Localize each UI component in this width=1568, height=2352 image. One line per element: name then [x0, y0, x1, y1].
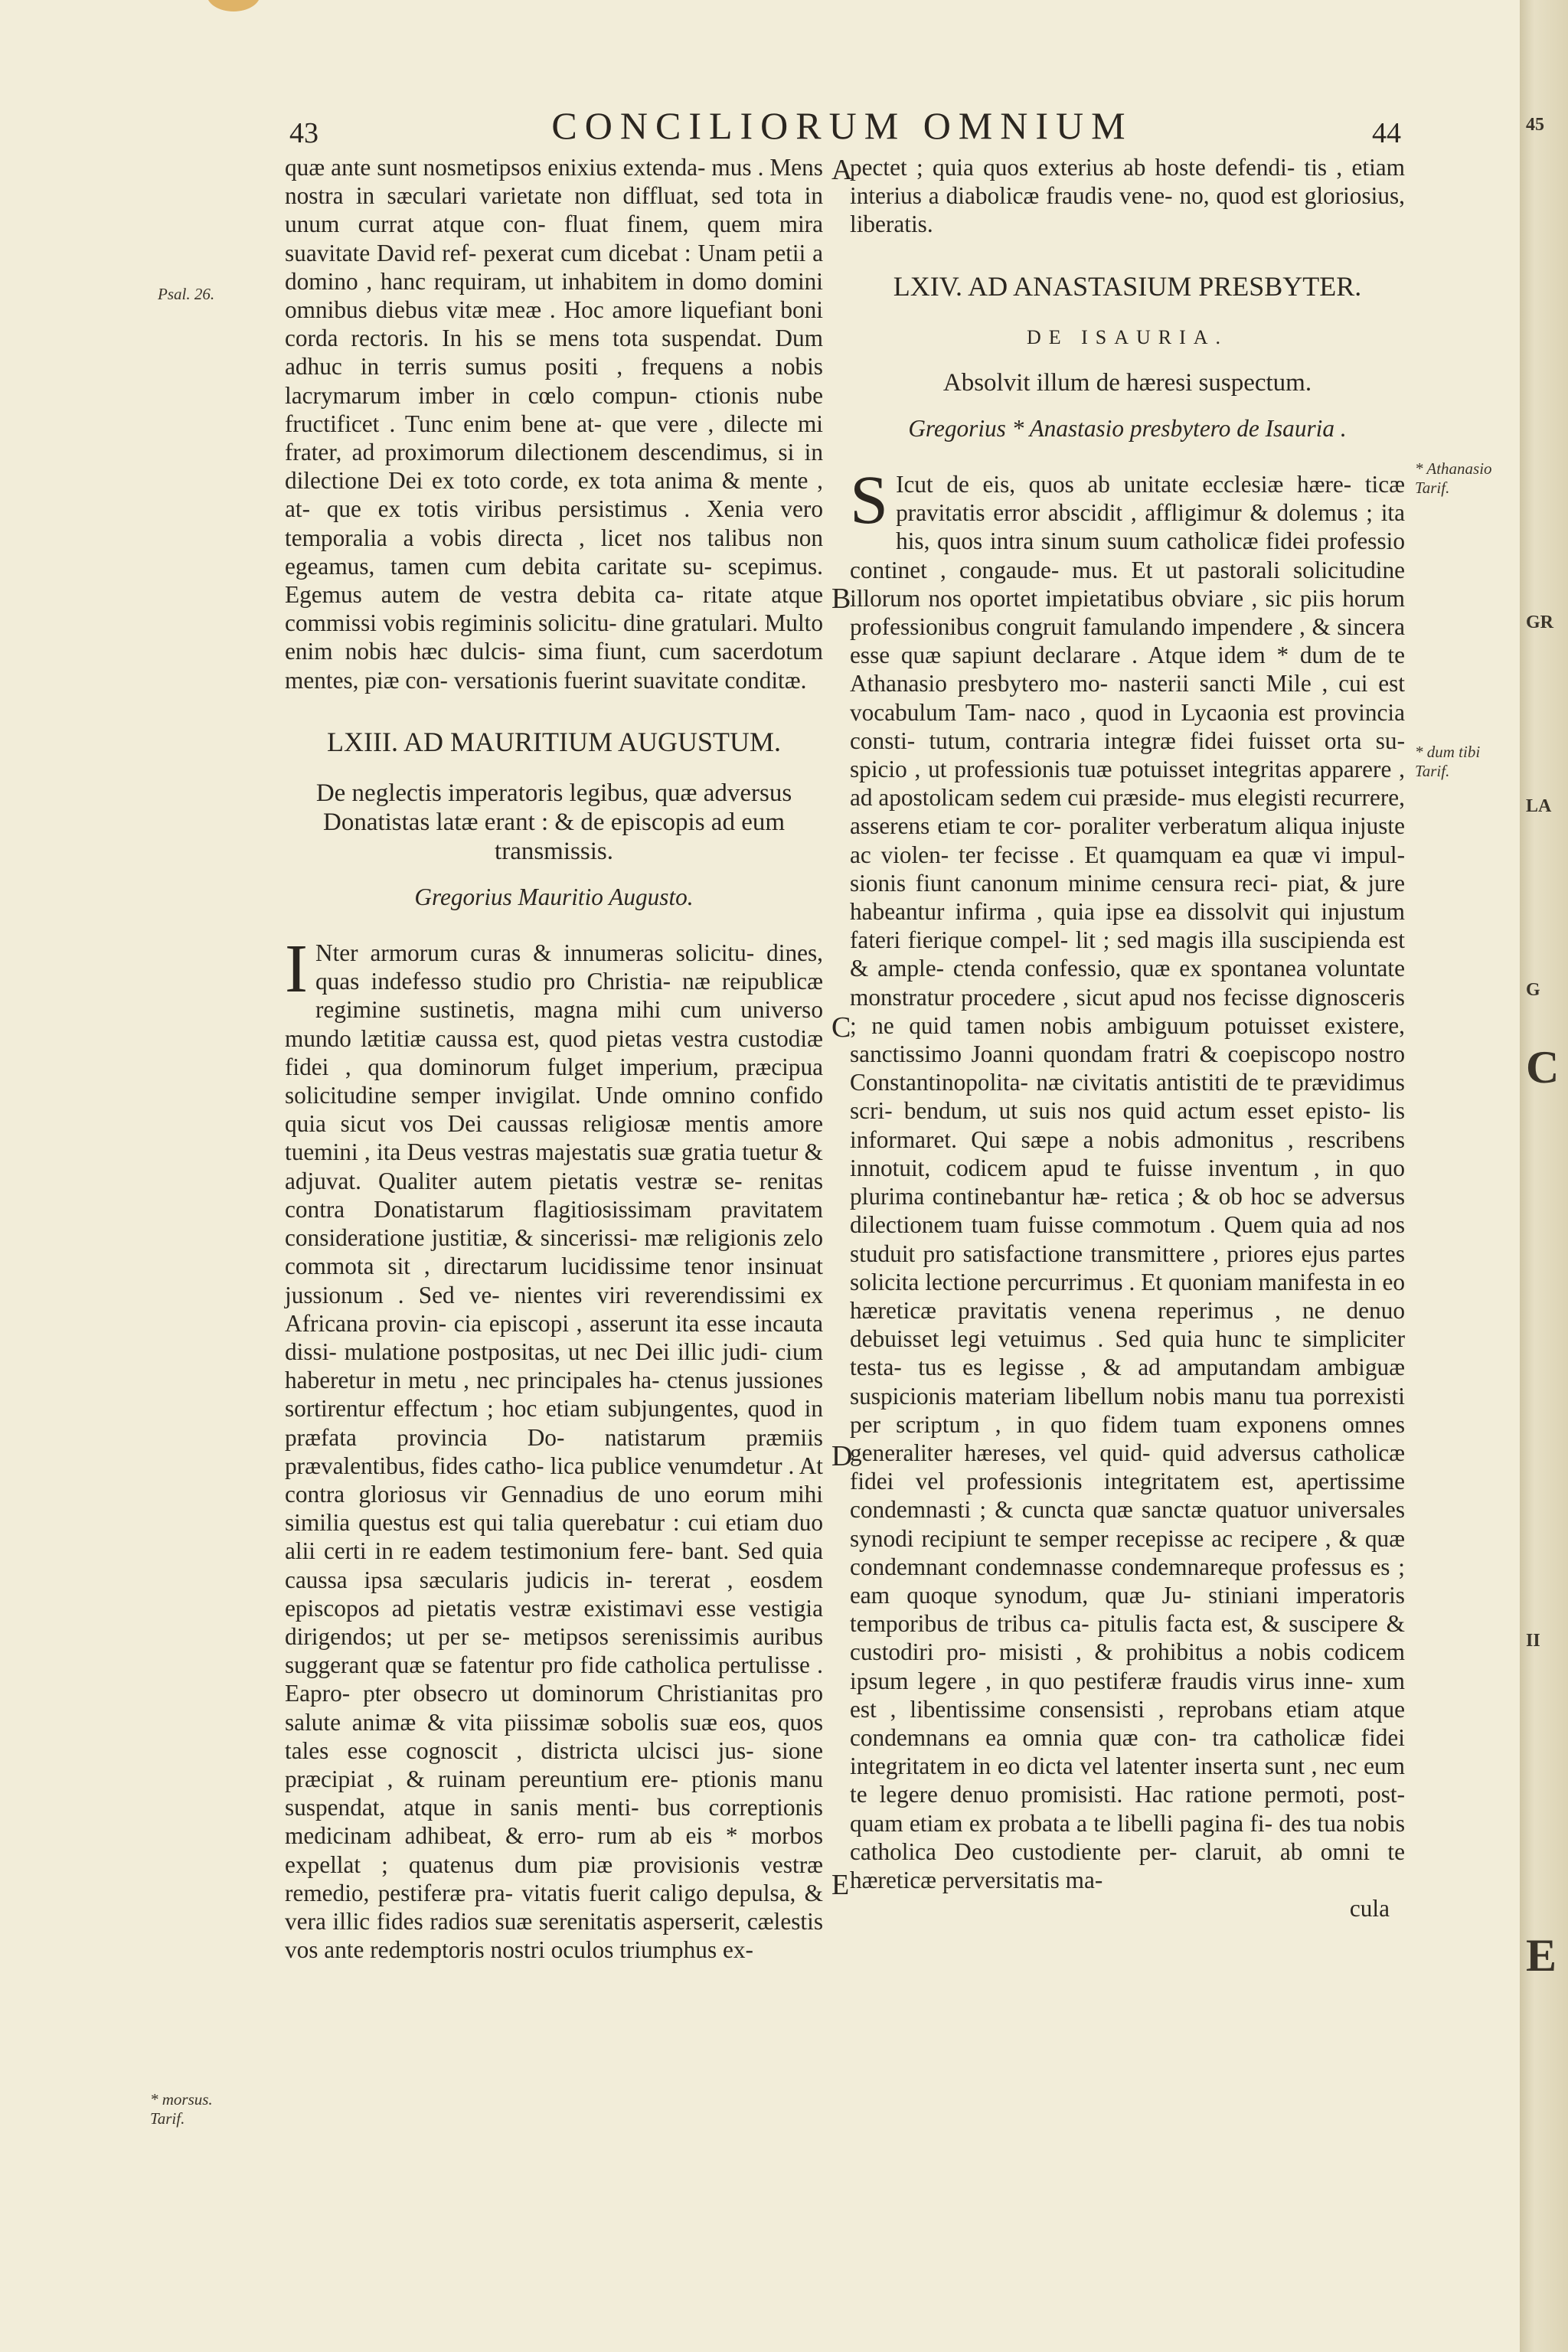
section-subheading-lxiv: Absolvit illum de hæresi suspectum. [942, 368, 1312, 397]
adjacent-fragment: 45 [1526, 115, 1544, 135]
dropcap-lxiv: S [850, 462, 889, 539]
section-subtitle-lxiv: DE ISAURIA. [1026, 325, 1229, 348]
section-marker-c: C [831, 1011, 851, 1044]
adjacent-fragment: LA [1526, 796, 1552, 816]
adjacent-fragment: G [1526, 980, 1540, 1000]
section-marker-a: A [831, 154, 853, 186]
margin-note-athanasio: * Athanasio Tarif. [1415, 459, 1492, 497]
right-column [850, 153, 1405, 1922]
left-paragraph-opening: quæ ante sunt nosmetipsos enixius extenda- mus . Mens nostra in sæculari varietate non diffluat, sed tota in unum currat atque con- fluat finem, quem mira suavitate David ref- pexerat cum dicebat : Unam petii a domino , hanc requiram, ut inhabitem in domo domini omnibus diebus vitæ meæ . Hoc amore liquefiant boni corda rectoris. In his se mens tota suspendat. Dum adhuc in terris sumus positi , frequens a nobis lacrymarum imber in cœlo compun- ctionis nube fructificet . Tunc enim bene at- que vere , dilecte mi frater, ad proximorum dilectionem descendimus, si in dilectione Dei ex toto corde, ex tota anima & mente , at- que ex totis viribus persistimus . Xenia vero temporalia a vobis directa , licet nos talibus non egeamus, tamen cum debita caritate su- scepimus. Egemus autem de vestra debita ca- ritate atque commissi vobis regiminis solicitu- dine gratulari. Multo enim nobis hæc dulcis- sima fiunt, cum sacerdotum mentes, piæ con- versationis fuerint suavitate conditæ. [285, 154, 823, 694]
section-subheading-lxiii: De neglectis imperatoris legibus, quæ adversus Donatistas latæ erant : & de episcopis ad eum transmissis. [315, 779, 792, 865]
section-marker-e: E [831, 1869, 850, 1901]
adjacent-fragment: II [1526, 1631, 1540, 1651]
catchword: cula [1349, 1895, 1390, 1922]
section-heading-lxiii: LXIII. AD MAURITIUM AUGUSTUM. [327, 726, 781, 757]
margin-note-morsus: * morsus. Tarif. [150, 2090, 213, 2128]
salutation-lxiii: Gregorius Mauritio Augusto. [414, 883, 694, 910]
margin-note-psalm: Psal. 26. [158, 285, 215, 303]
letter-body-lxiii: Nter armorum curas & innumeras solicitu- dines, quas indefesso studio pro Christia- næ reipublicæ regimine sustinetis, magna mihi cum universo mundo lætitiæ caussa est, quod pietas vestra custodiæ fidei , qua dominorum fulget imperium, præcipua solicitudine semper invigilat. Unde omnino confido quia sicut vos Dei caussas religiosæ mentis amore tuemini , ita Deus vestras majestatis suæ gratia tuetur & adjuvat. Qualiter autem pietatis vestræ se- renitas contra Donatistarum flagitiosissimam pravitatem consideratione justitiæ, & sincerissi- mæ religionis zelo commota sit , directarum lucidissime tenor insinuat jussionum . Sed ve- nientes viri reverendissimi ex Africana provin- cia episcopi , asserunt ita esse incauta dissi- mulatione postpositas, ut nec Dei illic judi- cium haberetur in metu , nec principales ha- ctenus jussiones sortirentur effectum ; hoc etiam subjungentes, quod in præfata provincia Do- natistarum præmiis prævalentibus, fides catho- lica publice venumdetur . At contra gloriosus vir Gennadius de uno eorum mihi similia questus est qui talia querebatur : cui etiam duo alii certi in re eadem testimonium fere- bant. Sed quia caussa ipsa sæcularis judicis in- tererat , eosdem episcopos ad pietatis vestræ existimavi esse vestigia dirigendos; ut per se- metipsos serenissimis auribus suggerant quæ se fatentur pro fide catholica pertulisse . Eapro- pter obsecro ut dominorum Christianitas pro salute animæ & vita piissimæ sobolis suæ eos, quos tales esse cognoscit , districta ulcisci jus- sione præcipiat , & ruinam pereuntium ere- ptionis manu suspendat, atque in sanis menti- bus correptionis medicinam adhibeat, & erro- rum ab eis * morbos expellat ; quatenus dum piæ provisionis vestræ remedio, pestiferæ pra- vitatis fuerit caligo depulsa, & vera illic fides radios suæ serenitatis asperserit, cælestis vos ante redemptoris nostri oculos triumphus ex- [285, 939, 823, 1964]
running-title: CONCILIORUM OMNIUM [551, 104, 1133, 147]
page-stain [207, 0, 260, 11]
right-page-number: 44 [1372, 117, 1401, 149]
left-column [285, 153, 823, 1964]
section-marker-b: B [831, 583, 851, 615]
margin-note-dum-tibi: * dum tibi Tarif. [1415, 743, 1481, 780]
adjacent-fragment: C [1526, 1042, 1560, 1093]
left-page-number: 43 [289, 117, 318, 149]
adjacent-page-edge [1520, 0, 1568, 2352]
adjacent-fragment: E [1526, 1930, 1557, 1981]
section-heading-lxiv: LXIV. AD ANASTASIUM PRESBYTER. [893, 270, 1362, 302]
letter-body-lxiv: Icut de eis, quos ab unitate ecclesiæ hære- ticæ pravitatis error abscidit , affligimur & dolemus ; ita his, quos intra sinum suum catholicæ fidei professio continet , congaude- mus. Et ut pastorali solicitudine illorum nos oportet impietatibus obviare , sic piis horum professionibus congruit famulando impendere , & sincera esse quæ sapiunt declarare . Atque idem * dum de te Athanasio presbytero mo- nasterii sancti Mile , cui est vocabulum Tam- naco , quod in Lycaonia est provincia consti- tutum, contraria integræ fidei fuisset orta su- spicio , ut professionis tuæ potuisset integritas apparere , ad apostolicam sedem cui præside- mus elegisti recurrere, asserens etiam te cor- poraliter verberatum aliqua injuste ac violen- ter fecisse . Et quamquam ea quæ vi impul- sionis fiunt canonum minime censura reci- piat, & jure habeantur infirma , quia ipse ea dissolvit qui injustum fateri fierique compel- lit ; sed magis illa suscipienda est & ample- ctenda confessio, quæ ex spontanea voluntate monstratur procedere , sicut apud nos fecisse dignosceris ; ne quid tamen nobis ambiguum potuisset existere, sanctissimo Joanni quondam fratri & coepiscopo nostro Constantinopolita- næ civitatis antistiti de te prævidimus scri- bendum, ut suis nos quid actum esset episto- lis informaret. Qui sæpe a nobis admonitus , rescribens innotuit, codicem apud te fuisse inventum , in quo plurima continebantur hæ- retica ; & ob hoc se adversus dilectionem tuam fuisse commotum . Quem quia ad nos studuit pro satisfactione transmittere , priores ejus partes solicita lectione percurrimus . Et quoniam manifesta in eo hæreticæ pravitatis venena reperimus , ne denuo debuisset legi vetuimus . Sed quia hunc te simpliciter testa- tus es legisse , & ad amputandam ambiguæ suspicionis materiam libellum nobis manu tua porrexisti per scriptum , in quo fidem tuam exponens omnes generaliter hæreses, vel quid- quid adversus catholicæ fidei vel professionis integritatem est, apertissime condemnasti ; & cuncta quæ sanctæ quatuor universales synodi recipiunt te semper recepisse ac recipere , & quæ condemnant condemnasse condemnareque professus es ; eam quoque synodum, quæ Ju- stiniani imperatoris temporibus de tribus ca- pitulis facta est, & suscipere & custodiri pro- misisti , & prohibitus a nobis codicem ipsum legere , in quo pestiferæ fraudis virus inne- xum est , libentissime consensisti , reprobans etiam atque condemnans ea omnia quæ con- tra catholicæ fidei integritatem in eo dicta vel latenter inserta sunt , nec eum te legere denuo promisisti. Hac ratione permoti, post- quam etiam ex probata a te libelli pagina fi- des tua nobis catholica Deo custodiente per- claruit, ab omni te hæreticæ perversitatis ma- [850, 471, 1405, 1893]
dropcap-lxiii: I [285, 931, 308, 1008]
section-marker-d: D [831, 1440, 853, 1472]
right-paragraph-opening: pectet ; quia quos exterius ab hoste defendi- tis , etiam interius a diabolicæ fraudis vene- no, quod est gloriosius, liberatis. [850, 154, 1405, 238]
salutation-lxiv: Gregorius * Anastasio presbytero de Isauria . [908, 414, 1347, 442]
adjacent-fragment: GR [1526, 612, 1553, 632]
